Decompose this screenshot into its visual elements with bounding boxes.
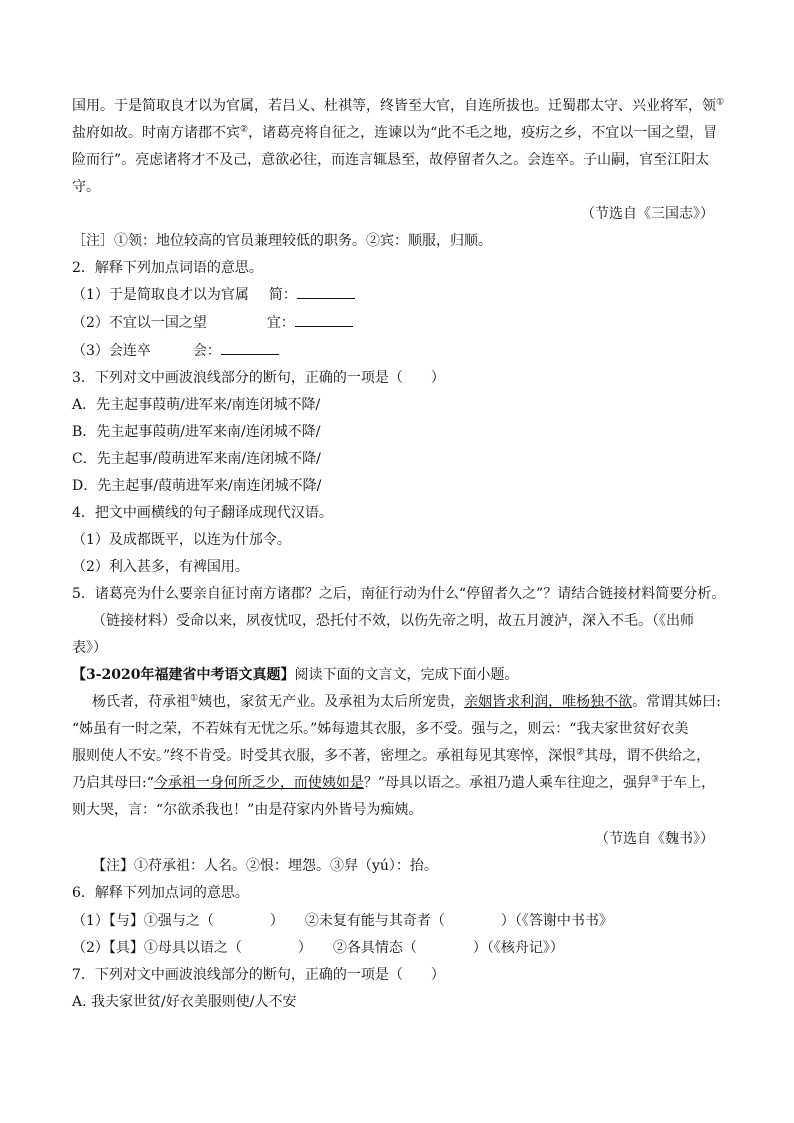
q2-item-2 [72, 313, 353, 333]
passage2-line3 [72, 746, 710, 766]
passage-text: 姨也，家贫无产业。及承祖为太后所宠贵， [198, 694, 465, 710]
q4-item-2: （2）利入甚多，有裨国用。 [72, 559, 249, 575]
q6-prompt: （1）【与】①强与之（ [72, 913, 214, 929]
footnote-marker: ① [716, 97, 725, 108]
passage1-source: （节选自《三国志》） [581, 206, 714, 222]
passage-text: 杨氏者，苻承祖 [92, 694, 190, 710]
answer-blank[interactable] [221, 342, 279, 355]
passage2-line5: 则大哭，言：“尔欲杀我也！”由是苻家内外皆号为痴姨。 [72, 802, 423, 818]
q6-prompt: ） ②各具情态（ [297, 940, 417, 956]
footnote-marker: ③ [651, 774, 660, 785]
footnote-marker: ② [576, 747, 585, 758]
q5-link-material-end: 表》） [72, 640, 107, 656]
passage1-line2 [72, 123, 717, 143]
passage2-source: （节选自《魏书》） [595, 831, 714, 847]
passage1-line3: 险而行”。亮虑诸将才不及己，意欲必往，而连言辄恳至，故停留者久之。会连卒。子山嗣，官至江阳太 [72, 152, 710, 168]
q6-title: 6．解释下列加点词的意思。 [72, 885, 249, 901]
q2-item-label: 宜： [266, 315, 295, 331]
q2-item-text: （1）于是简取良才以为官属 [72, 287, 249, 303]
q2-title: 2．解释下列加点词语的意思。 [72, 260, 263, 276]
q2-item-3 [72, 341, 279, 361]
passage2-note: 【注】①苻承祖：人名。②恨：埋怨。③舁（yú）：抬。 [92, 858, 438, 874]
passage-text: 服则使人不安。”终不肯受。时受其衣服，多不著，密埋之。承祖每见其寒悴，深恨 [72, 748, 577, 764]
q6-prompt: （2）【具】①母具以语之（ [72, 940, 242, 956]
passage-text: 于车上， [659, 775, 716, 791]
q2-item-text: （2）不宜以一国之望 [72, 315, 207, 331]
q2-item-label: 简： [268, 287, 297, 303]
q2-item-label: 会： [192, 343, 221, 359]
answer-blank[interactable] [295, 314, 353, 327]
passage-text: 。常谓其姊曰: [632, 694, 721, 710]
answer-blank[interactable] [297, 286, 355, 299]
q5-link-material: （链接材料）受命以来，夙夜忧叹，恐托付不效，以伤先帝之明，故五月渡泸，深入不毛。（《出师 [92, 613, 694, 629]
q5-title: 5．诸葛亮为什么要亲自征讨南方诸郡？之后，南征行动为什么“停留者久之”？请结合链接材料简要分析。 [72, 586, 726, 602]
passage2-line1 [92, 692, 721, 712]
instruction-text: 阅读下面的文言文，完成下面小题。 [294, 667, 519, 683]
q6-row-1 [72, 911, 613, 931]
underlined-sentence: 今承祖一身何所乏少，而使姨如是 [153, 775, 364, 791]
q6-source: ）（《答谢中书书》 [500, 913, 613, 929]
q6-prompt: ） ②未复有能与其奇者（ [269, 913, 445, 929]
passage-text: 盐府如故。时南方诸郡不宾 [72, 125, 240, 141]
passage1-line1 [72, 96, 724, 116]
passage2-line4 [72, 773, 715, 793]
q3-option-a[interactable]: A．先主起事葭萌/进军来/南连闭城不降/ [72, 397, 321, 413]
passage-text: 其母，谓不供给之， [584, 748, 711, 764]
passage-text: ？”母具以语之。承祖乃遣人乘车往迎之，强舁 [363, 775, 652, 791]
source-tag: 【3-2020年福建省中考语文真题】 [72, 667, 295, 683]
q7-title: 7．下列对文中画波浪线部分的断句，正确的一项是（ ） [72, 967, 445, 983]
q6-source: ）（《核舟记》） [472, 940, 564, 956]
passage-text: 乃启其母曰:“ [72, 775, 154, 791]
underlined-sentence: 亲姻皆求利润，唯杨独不欲 [464, 694, 633, 710]
passage1-line4: 守。 [72, 179, 100, 195]
q2-item-text: （3）会连卒 [72, 343, 151, 359]
passage2-heading [72, 665, 519, 685]
q3-title: 3．下列对文中画波浪线部分的断句，正确的一项是（ ） [72, 370, 445, 386]
passage-text: ，诸葛亮将自征之，连谏以为“此不毛之地，疫疠之乡，不宜以一国之望，冒 [248, 125, 718, 141]
q2-item-1 [72, 285, 355, 305]
passage-text: 国用。于是简取良才以为官属，若吕乂、杜祺等，终皆至大官，自连所拔也。迁蜀郡太守、兴业将军，领 [72, 98, 716, 114]
q6-row-2 [72, 938, 564, 958]
q4-item-1: （1）及成都既平，以连为什邡令。 [72, 532, 291, 548]
q3-option-b[interactable]: B．先主起事葭萌/进军来南/连闭城不降/ [72, 424, 321, 440]
passage2-line2: “姊虽有一时之荣，不若妹有无忧之乐。”姊每遗其衣服，多不受。强与之，则云：“我夫家世贫好衣美 [72, 721, 689, 737]
q3-option-c[interactable]: C．先主起事/葭萌进军来南/连闭城不降/ [72, 451, 321, 467]
passage1-note: ［注］①领：地位较高的官员兼理较低的职务。②宾：顺服，归顺。 [72, 233, 492, 249]
footnote-marker: ① [190, 693, 199, 704]
q3-option-d[interactable]: D．先主起事/葭萌进军来/南连闭城不降/ [72, 478, 322, 494]
q4-title: 4．把文中画横线的句子翻译成现代汉语。 [72, 505, 333, 521]
footnote-marker: ② [240, 124, 249, 135]
q7-option-a[interactable]: A. 我夫家世贫/好衣美服则使/人不安 [72, 994, 297, 1010]
